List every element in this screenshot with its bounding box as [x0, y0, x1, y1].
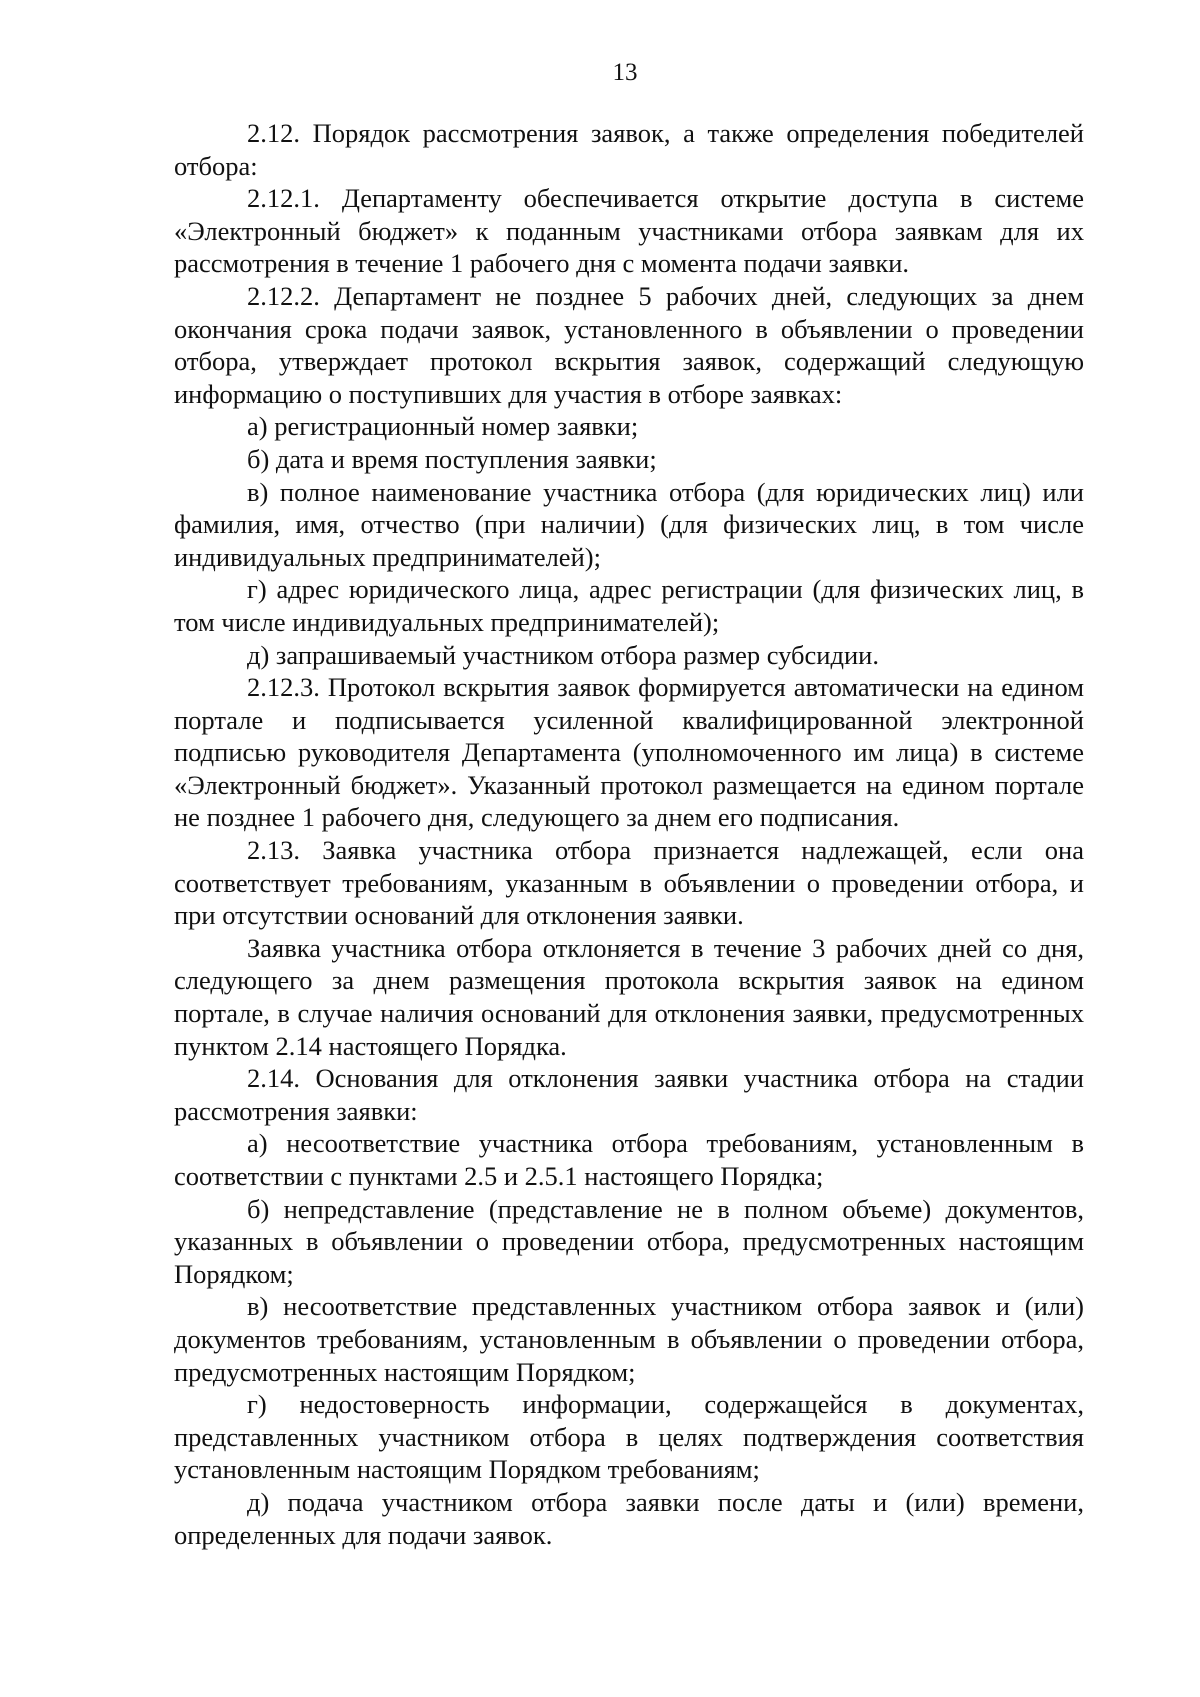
section-2-12-3: 2.12.3. Протокол вскрытия заявок формируется автоматически на едином портале и подписывается усиленной квалифицированной электронной подписью руководителя Департамента (уполномоченного им лица) в системе «Электронный бюджет». Указанный протокол размещается на едином портале не позднее 1 рабочего дня, следующего за днем его подписания.: [174, 672, 1084, 833]
list-item-g-address: г) адрес юридического лица, адрес регистрации (для физических лиц, в том числе индивидуальных предпринимателей);: [174, 574, 1084, 637]
rejection-item-a: а) несоответствие участника отбора требованиям, установленным в соответствии с пунктами 2.5 и 2.5.1 настоящего Порядка;: [174, 1128, 1084, 1191]
page-number: 13: [612, 59, 638, 86]
section-2-12-2: 2.12.2. Департамент не позднее 5 рабочих дней, следующих за днем окончания срока подачи заявок, установленного в объявлении о проведении отбора, утверждает протокол вскрытия заявок, содержащий следующую информацию о поступивших для участия в отборе заявках:: [174, 280, 1084, 409]
list-item-b-date-time: б) дата и время поступления заявки;: [247, 443, 657, 474]
rejection-item-d: д) подача участником отбора заявки после даты и (или) времени, определенных для подачи заявок.: [174, 1486, 1084, 1550]
section-2-12-heading: 2.12. Порядок рассмотрения заявок, а также определения победителей отбора:: [174, 118, 1084, 181]
rejection-item-g: г) недостоверность информации, содержащейся в документах, представленных участником отбора в целях подтверждения соответствия установленным настоящим Порядком требованиям;: [174, 1389, 1084, 1485]
section-2-12-1: 2.12.1. Департаменту обеспечивается открытие доступа в системе «Электронный бюджет» к поданным участниками отбора заявкам для их рассмотрения в течение 1 рабочего дня с момента подачи заявки.: [174, 183, 1084, 279]
list-item-a-registration-number: а) регистрационный номер заявки;: [247, 411, 639, 442]
section-2-13-rejection: Заявка участника отбора отклоняется в течение 3 рабочих дней со дня, следующего за днем размещения протокола вскрытия заявок на едином портале, в случае наличия оснований для отклонения заявки, предусмотренных пунктом 2.14 настоящего Порядка.: [174, 932, 1084, 1061]
rejection-item-b: б) непредставление (представление не в полном объеме) документов, указанных в объявлении о проведении отбора, предусмотренных настоящим Порядком;: [174, 1193, 1084, 1289]
section-2-13: 2.13. Заявка участника отбора признается надлежащей, если она соответствует требованиям, указанным в объявлении о проведении отбора, и при отсутствии оснований для отклонения заявки.: [174, 835, 1084, 931]
list-item-d-subsidy-amount: д) запрашиваемый участником отбора размер субсидии.: [247, 639, 879, 670]
rejection-item-v: в) несоответствие представленных участником отбора заявок и (или) документов требованиям, установленным в объявлении о проведении отбора, предусмотренных настоящим Порядком;: [174, 1291, 1084, 1387]
list-item-v-participant-name: в) полное наименование участника отбора (для юридических лиц) или фамилия, имя, отчество (при наличии) (для физических лиц, в том числе индивидуальных предпринимателей);: [174, 476, 1084, 572]
section-2-14-heading: 2.14. Основания для отклонения заявки участника отбора на стадии рассмотрения заявки:: [174, 1063, 1084, 1126]
document-body: [174, 117, 1084, 1551]
